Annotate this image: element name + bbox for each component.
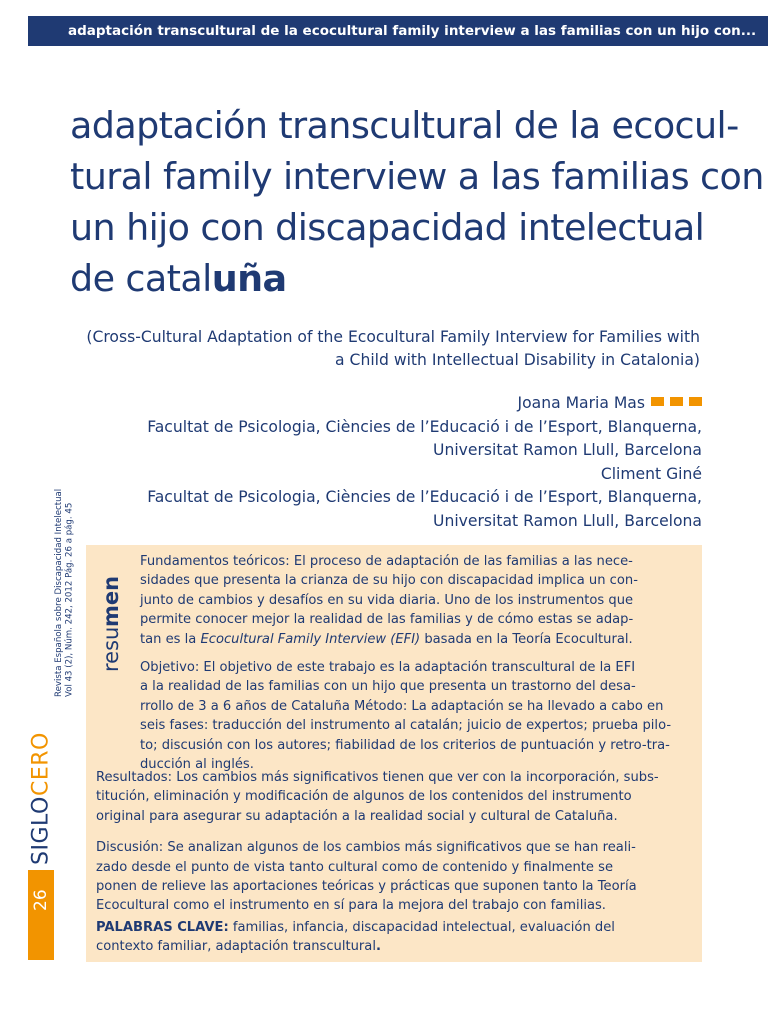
keywords-end: . (375, 939, 381, 955)
abstract-paragraph (96, 838, 680, 916)
orange-square-icon (651, 397, 664, 406)
abstract-line: to; discusión con los autores; fiabilidad de los criterios de puntuación y retro-tra- (140, 737, 670, 753)
subtitle-line: (Cross-Cultural Adaptation of the Ecocultural Family Interview for Families with (86, 328, 700, 346)
abstract-line: Ecocultural como el instrumento en sí para la mejora del trabajo con familias. (96, 898, 606, 914)
keywords (96, 918, 680, 957)
affiliation-line: Facultat de Psicologia, Ciències de l’Educació i de l’Esport, Blanquerna, (147, 488, 702, 507)
title-line: adaptación transcultural de la ecocul- (70, 104, 739, 147)
abstract-line-part: basada en la Teoría Ecocultural. (420, 631, 633, 647)
journal-logo (28, 700, 54, 865)
abstract-paragraph (140, 658, 680, 774)
subtitle-line: a Child with Intellectual Disability in Catalonia) (335, 351, 700, 369)
keywords-text: contexto familiar, adaptación transcultural (96, 939, 376, 955)
abstract-line: a la realidad de las familias con un hijo que presenta un trastorno del desa- (140, 679, 636, 695)
author-name: Climent Giné (600, 464, 702, 483)
journal-citation (54, 488, 78, 697)
abstract-line: sidades que presenta la crianza de su hijo con discapacidad implica un con- (140, 573, 638, 589)
abstract-label-start: resu (99, 626, 123, 672)
article-title (70, 100, 764, 304)
author-name (80, 392, 702, 416)
abstract-label-bold: men (99, 575, 123, 627)
running-header: adaptación transcultural de la ecocultural family interview a las familias con un hijo con... (28, 16, 768, 46)
abstract-text-wide (96, 768, 680, 925)
abstract-line: permite conocer mejor la realidad de las familias y de cómo estas se adap- (140, 612, 634, 628)
journal-issue: Vol 43 (2), Núm. 242, 2012 Pág. 26 a pág. 45 (64, 502, 75, 697)
abstract-line: rrollo de 3 a 6 años de Cataluña Método: La adaptación se ha llevado a cabo en (140, 698, 664, 714)
abstract-line: Fundamentos teóricos: El proceso de adaptación de las familias a las nece- (140, 554, 633, 569)
keywords-line (96, 918, 680, 937)
orange-square-icon (689, 397, 702, 406)
affiliation-line: Universitat Ramon Llull, Barcelona (433, 441, 702, 460)
abstract-line: original para asegurar su adaptación a la realidad social y cultural de Cataluña. (96, 808, 618, 824)
title-line: tural family interview a las familias con (70, 155, 764, 198)
logo-part-cero: CERO (28, 732, 54, 797)
abstract-line: seis fases: traducción del instrumento al catalán; juicio de expertos; prueba pilo- (140, 718, 672, 734)
title-bold-tail: uña (211, 257, 287, 300)
journal-name: Revista Española sobre Discapacidad Intelectual (54, 488, 64, 697)
author-block (80, 392, 702, 534)
abstract-line (140, 630, 680, 649)
keywords-line (96, 937, 680, 956)
abstract-line: ducción al inglés. (140, 757, 254, 773)
page-number: 26 (31, 889, 51, 911)
abstract-emphasis: Ecocultural Family Interview (EFI) (200, 631, 421, 647)
author-name-text: Joana Maria Mas (517, 394, 645, 412)
logo-part-siglo: SIGLO (28, 796, 54, 865)
english-subtitle (60, 326, 700, 372)
title-line: un hijo con discapacidad intelectual (70, 206, 705, 249)
abstract-paragraph (96, 768, 680, 826)
abstract-paragraph (140, 552, 680, 649)
affiliation-line: Facultat de Psicologia, Ciències de l’Educació i de l’Esport, Blanquerna, (147, 417, 702, 436)
keywords-text: familias, infancia, discapacidad intelectual, evaluación del (228, 920, 615, 935)
title-line-start: de catal (70, 257, 212, 300)
abstract-line: zado desde el punto de vista tanto cultural como de contenido y finalmente se (96, 859, 614, 875)
abstract-line-part: tan es la (140, 631, 201, 647)
abstract-line: Discusión: Se analizan algunos de los cambios más significativos que se han reali- (96, 840, 636, 856)
abstract-line: junto de cambios y desafíos en su vida diaria. Uno de los instrumentos que (140, 592, 634, 608)
abstract-line: titución, eliminación y modificación de algunos de los contenidos del instrumento (96, 789, 632, 805)
keywords-label: PALABRAS CLAVE: (96, 920, 229, 935)
affiliation-line: Universitat Ramon Llull, Barcelona (433, 511, 702, 530)
title-line (70, 253, 710, 304)
abstract-text (140, 552, 680, 783)
abstract-line: ponen de relieve las aportaciones teóricas y prácticas que suponen tanto la Teoría (96, 879, 637, 895)
abstract-line: Resultados: Los cambios más significativos tienen que ver con la incorporación, subs- (96, 770, 659, 785)
abstract-label (94, 552, 128, 672)
abstract-line: Objetivo: El objetivo de este trabajo es la adaptación transcultural de la EFI (140, 660, 636, 676)
orange-square-icon (670, 397, 683, 406)
